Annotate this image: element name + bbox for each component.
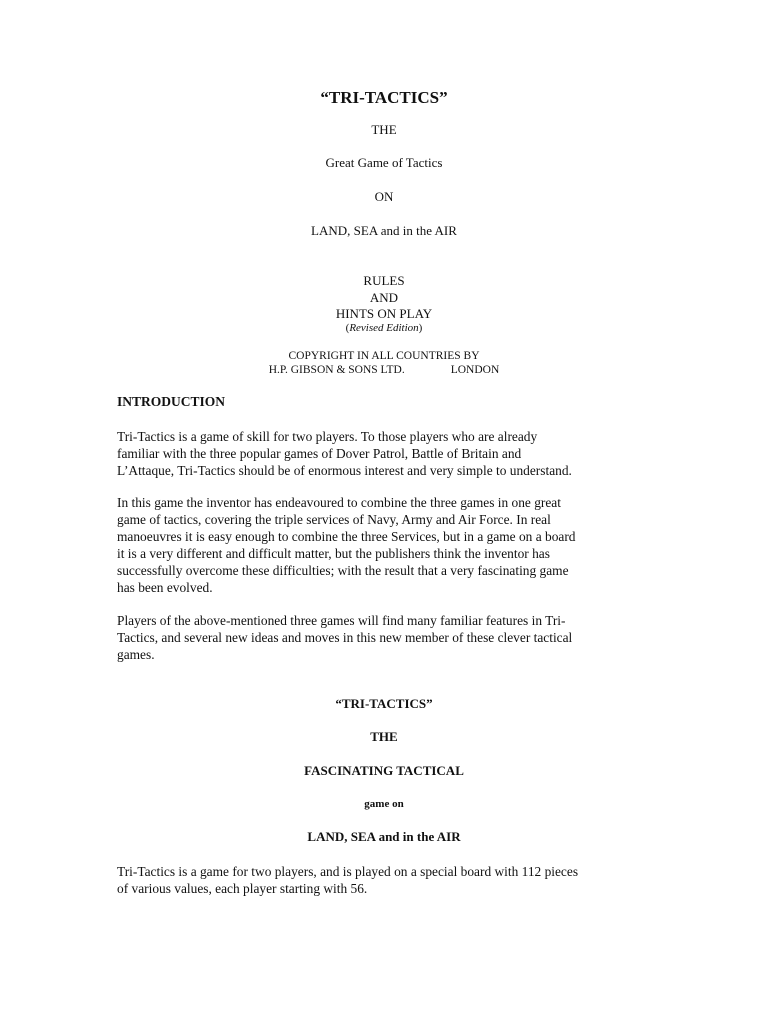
section-land-sea-air: LAND, SEA and in the AIR (307, 829, 461, 844)
copyright-line: COPYRIGHT IN ALL COUNTRIES BY (288, 350, 480, 362)
section-fascinating: FASCINATING TACTICAL (304, 763, 464, 778)
hints-label: HINTS ON PLAY (335, 306, 433, 321)
text-line: L’Attaque, Tri-Tactics should be of enormous interest and very simple to understand. (117, 463, 572, 478)
text-line: game of tactics, covering the triple services of Navy, Army and Air Force. In real (117, 512, 551, 527)
section-the: THE (370, 729, 398, 744)
text-line: it is a very different and difficult matter, but the publishers think the inventor has (117, 546, 550, 561)
publisher-name: H.P. GIBSON & SONS LTD. (268, 364, 405, 376)
intro-paragraph-1 (117, 428, 657, 479)
text-line: of various values, each player starting with 56. (117, 881, 368, 896)
copyright-publisher-line (0, 364, 768, 376)
section-title: “TRI-TACTICS” (335, 696, 433, 711)
introduction-heading: INTRODUCTION (117, 394, 226, 409)
title-land-sea-air: LAND, SEA and in the AIR (311, 223, 457, 238)
intro-paragraph-2 (117, 494, 657, 596)
title-the: THE (371, 122, 397, 137)
rules-label: RULES (363, 273, 405, 288)
section-paragraph (117, 863, 657, 897)
text-line: successfully overcome these difficulties; with the result that a very fascinating game (117, 563, 569, 578)
text-line: familiar with the three popular games of Dover Patrol, Battle of Britain and (117, 446, 522, 461)
and-label: AND (369, 290, 399, 305)
title-on: ON (374, 189, 394, 204)
text-line: has been evolved. (117, 580, 213, 595)
text-line: Tri-Tactics is a game of skill for two players. To those players who are already (117, 429, 538, 444)
intro-paragraph-3 (117, 612, 657, 663)
document-title: “TRI-TACTICS” (320, 88, 448, 107)
text-line: Tri-Tactics is a game for two players, and is played on a special board with 112 pieces (117, 864, 579, 879)
revised-edition-note: (Revised Edition) (345, 322, 423, 334)
publisher-city: LONDON (450, 364, 500, 376)
text-line: In this game the inventor has endeavoured to combine the three games in one great (117, 495, 561, 510)
text-line: games. (117, 647, 155, 662)
document-subtitle: Great Game of Tactics (325, 155, 443, 170)
section-game-on: game on (364, 798, 404, 810)
text-line: Tactics, and several new ideas and moves in this new member of these clever tactical (117, 630, 573, 645)
text-line: manoeuvres it is easy enough to combine the three Services, but in a game on a board (117, 529, 576, 544)
text-line: Players of the above-mentioned three games will find many familiar features in Tri- (117, 613, 566, 628)
